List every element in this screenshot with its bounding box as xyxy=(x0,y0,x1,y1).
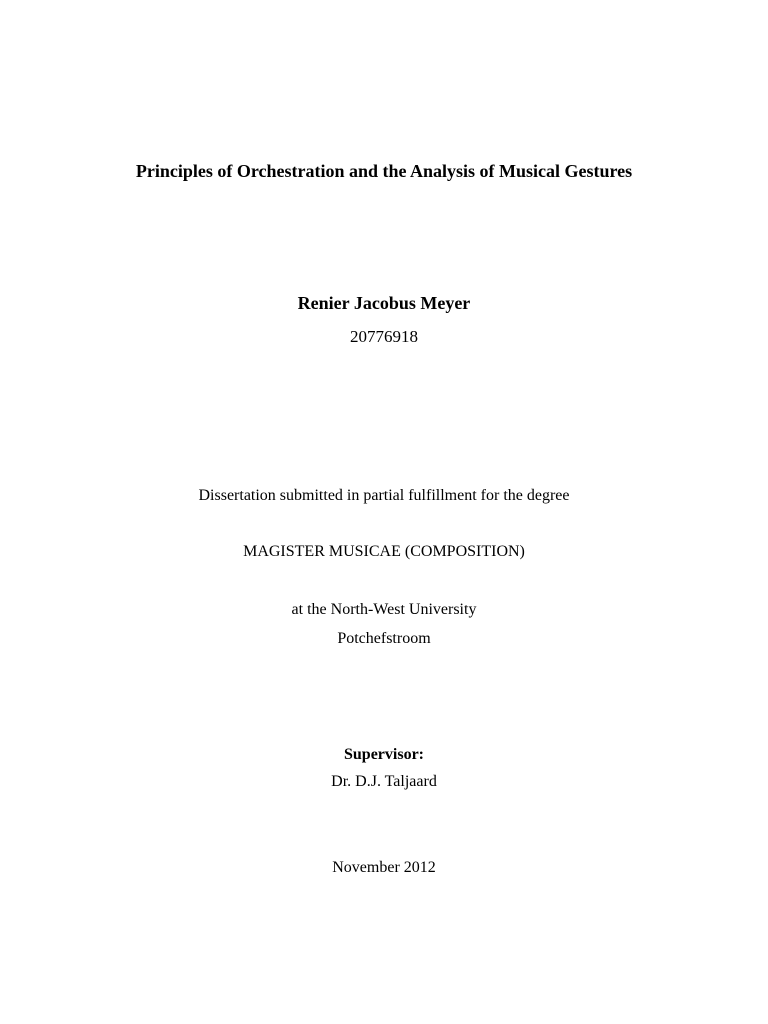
degree-name: MAGISTER MUSICAE (COMPOSITION) xyxy=(243,543,525,560)
author-name: Renier Jacobus Meyer xyxy=(297,293,471,313)
university-name: at the North-West University xyxy=(291,601,477,618)
submission-statement: Dissertation submitted in partial fulfillment for the degree xyxy=(198,487,570,504)
student-number: 20776918 xyxy=(350,327,418,346)
supervisor-label: Supervisor: xyxy=(344,746,424,763)
supervisor-name: Dr. D.J. Taljaard xyxy=(331,773,437,790)
dissertation-title: Principles of Orchestration and the Analysis of Musical Gestures xyxy=(135,161,633,181)
campus-name: Potchefstroom xyxy=(337,630,431,647)
submission-date: November 2012 xyxy=(332,859,436,876)
